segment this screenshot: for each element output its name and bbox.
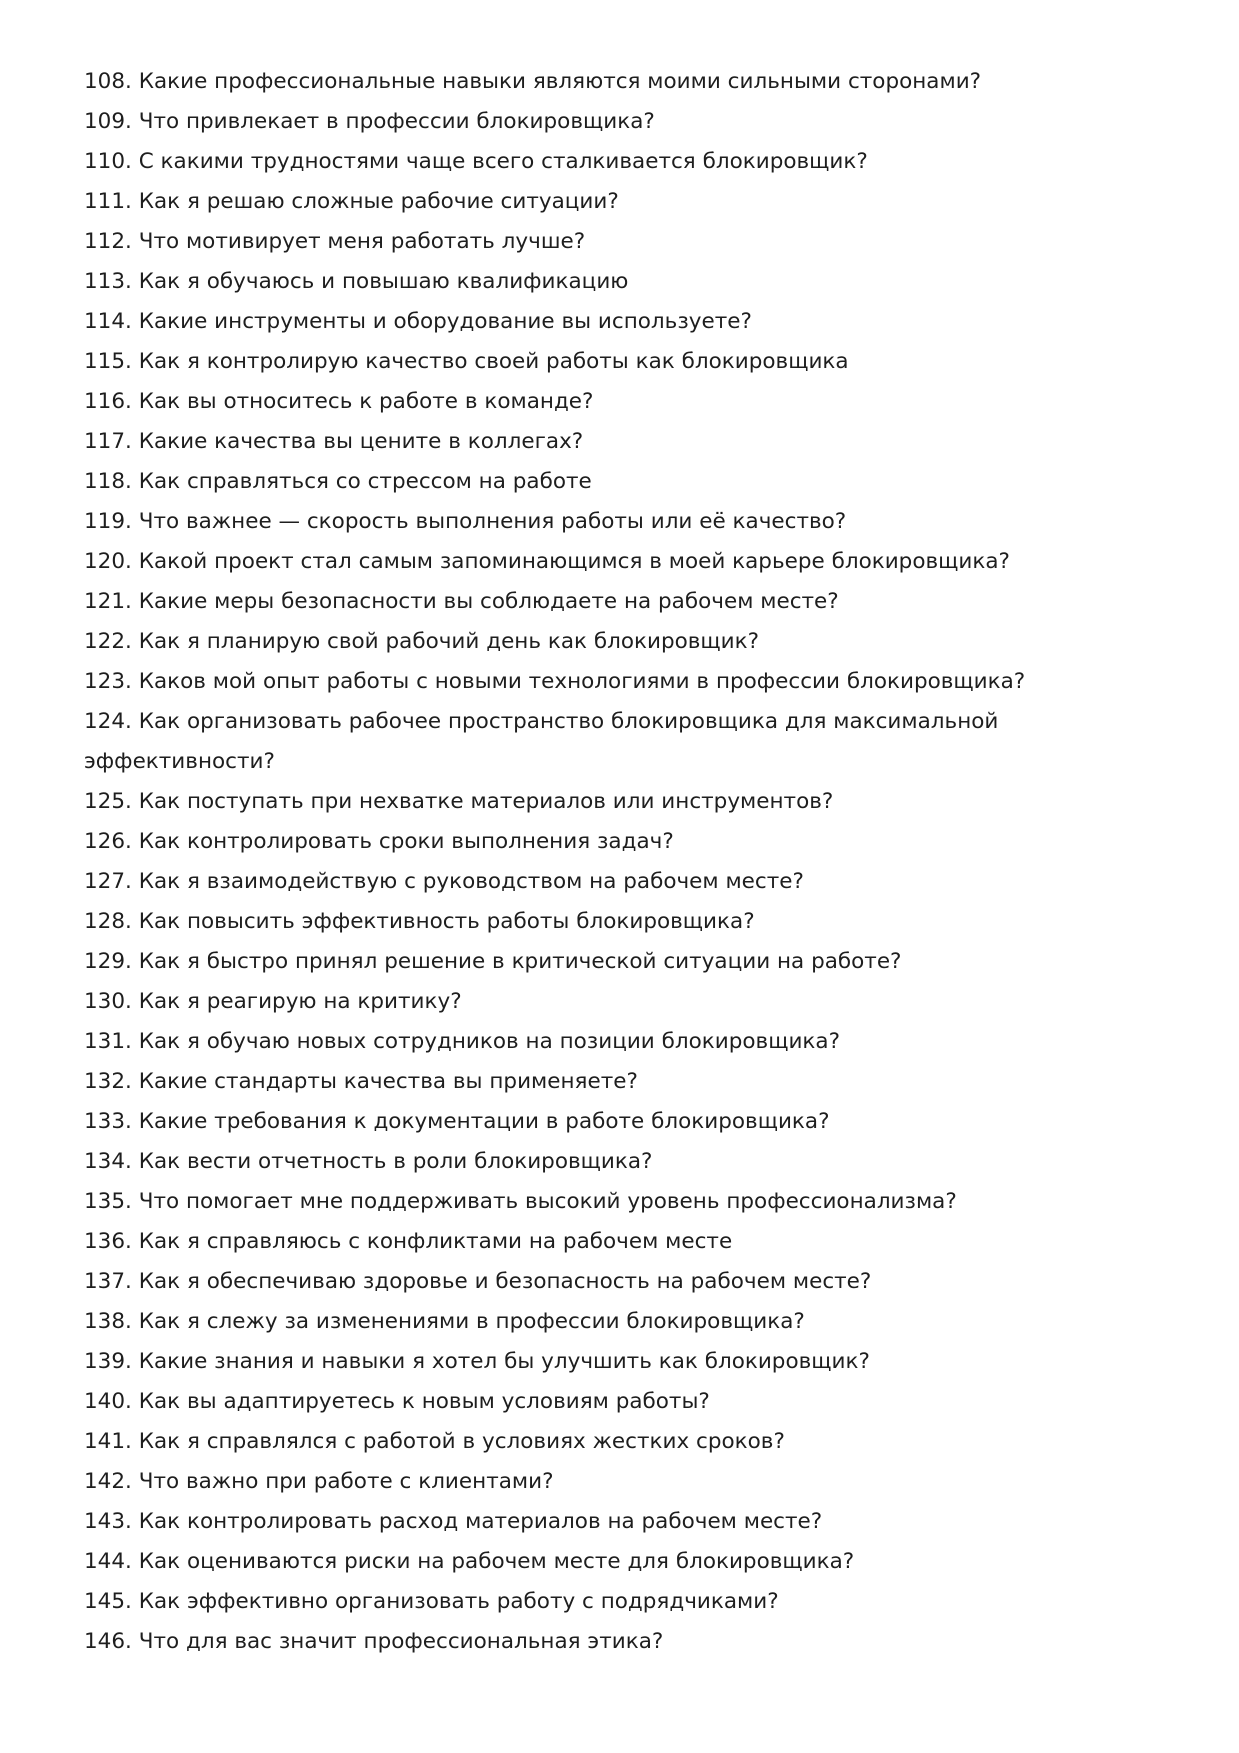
list-item: 143. Как контролировать расход материалов на рабочем месте? [84, 1509, 823, 1534]
list-item: 122. Как я планирую свой рабочий день как блокировщик? [84, 629, 760, 654]
list-item: 133. Какие требования к документации в работе блокировщика? [84, 1109, 830, 1134]
list-item: 113. Как я обучаюсь и повышаю квалификацию [84, 269, 629, 294]
list-item: 140. Как вы адаптируетесь к новым условиям работы? [84, 1389, 710, 1414]
list-item: 123. Каков мой опыт работы с новыми технологиями в профессии блокировщика? [84, 669, 1026, 694]
list-item: 126. Как контролировать сроки выполнения задач? [84, 829, 674, 854]
list-item: 121. Какие меры безопасности вы соблюдаете на рабочем месте? [84, 589, 839, 614]
list-item: 124. Как организовать рабочее пространство блокировщика для максимальной эффективности? [84, 709, 999, 774]
list-item: 115. Как я контролирую качество своей работы как блокировщика [84, 349, 849, 374]
list-item: 134. Как вести отчетность в роли блокировщика? [84, 1149, 653, 1174]
list-item: 139. Какие знания и навыки я хотел бы улучшить как блокировщик? [84, 1349, 870, 1374]
list-item: 146. Что для вас значит профессиональная этика? [84, 1629, 664, 1654]
list-item: 114. Какие инструменты и оборудование вы используете? [84, 309, 752, 334]
list-item: 137. Как я обеспечиваю здоровье и безопасность на рабочем месте? [84, 1269, 872, 1294]
list-item: 129. Как я быстро принял решение в критической ситуации на работе? [84, 949, 902, 974]
list-item: 117. Какие качества вы цените в коллегах? [84, 429, 584, 454]
list-item: 109. Что привлекает в профессии блокировщика? [84, 109, 655, 134]
list-item: 138. Как я слежу за изменениями в профессии блокировщика? [84, 1309, 805, 1334]
list-item: 120. Какой проект стал самым запоминающимся в моей карьере блокировщика? [84, 549, 1010, 574]
list-item: 131. Как я обучаю новых сотрудников на позиции блокировщика? [84, 1029, 840, 1054]
list-item: 142. Что важно при работе с клиентами? [84, 1469, 554, 1494]
list-item: 132. Какие стандарты качества вы применяете? [84, 1069, 638, 1094]
list-item: 145. Как эффективно организовать работу с подрядчиками? [84, 1589, 779, 1614]
list-item: 110. С какими трудностями чаще всего сталкивается блокировщик? [84, 149, 868, 174]
question-list [84, 62, 1144, 1662]
list-item: 127. Как я взаимодействую с руководством на рабочем месте? [84, 869, 804, 894]
list-item: 116. Как вы относитесь к работе в команде? [84, 389, 594, 414]
list-item: 135. Что помогает мне поддерживать высокий уровень профессионализма? [84, 1189, 957, 1214]
list-item: 112. Что мотивирует меня работать лучше? [84, 229, 586, 254]
list-item: 130. Как я реагирую на критику? [84, 989, 462, 1014]
list-item: 118. Как справляться со стрессом на работе [84, 469, 592, 494]
list-item: 128. Как повысить эффективность работы блокировщика? [84, 909, 755, 934]
list-item: 119. Что важнее — скорость выполнения работы или её качество? [84, 509, 847, 534]
list-item: 141. Как я справлялся с работой в условиях жестких сроков? [84, 1429, 785, 1454]
list-item: 111. Как я решаю сложные рабочие ситуации? [84, 189, 619, 214]
list-item: 108. Какие профессиональные навыки являются моими сильными сторонами? [84, 69, 982, 94]
list-item: 136. Как я справляюсь с конфликтами на рабочем месте [84, 1229, 733, 1254]
list-item: 125. Как поступать при нехватке материалов или инструментов? [84, 789, 834, 814]
list-item: 144. Как оцениваются риски на рабочем месте для блокировщика? [84, 1549, 855, 1574]
